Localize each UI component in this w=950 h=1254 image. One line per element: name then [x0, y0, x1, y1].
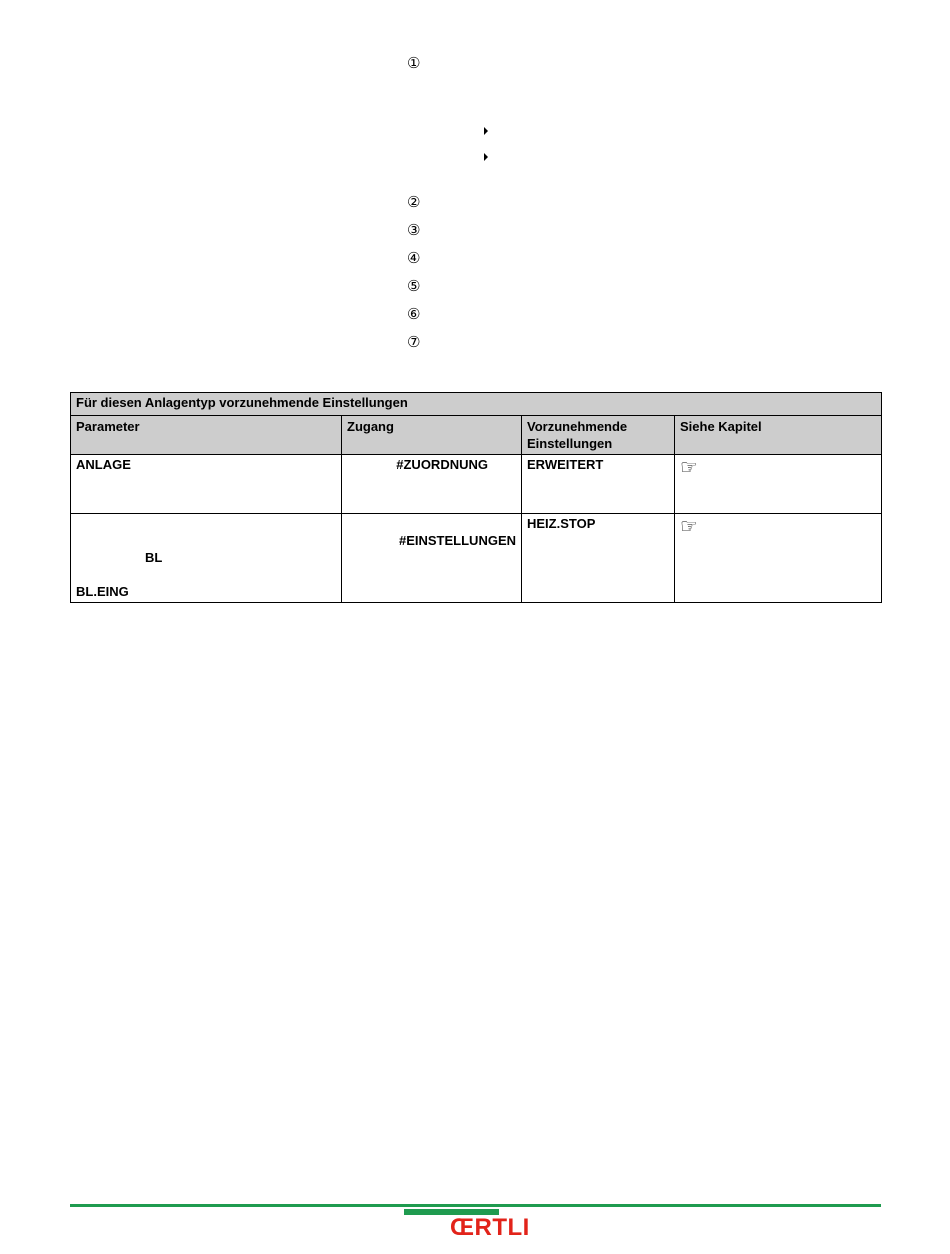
kapitel-cell — [675, 514, 882, 603]
oertli-logo: ŒRTLI — [450, 1214, 530, 1241]
einstellung-cell: ERWEITERT — [522, 455, 675, 514]
footer-divider — [70, 1204, 881, 1207]
marker-6: ⑥ — [407, 305, 421, 323]
bullet-arrow-icon — [484, 153, 488, 161]
header-zugang: Zugang — [342, 416, 522, 455]
header-einstellungen: Vorzunehmende Einstellungen — [522, 416, 675, 455]
parameter-cell — [71, 455, 342, 514]
zugang-value: #EINSTELLUNGEN — [398, 533, 516, 548]
parameter-value: BL — [145, 550, 163, 565]
marker-5: ⑤ — [407, 277, 421, 295]
parameter-cell — [71, 514, 342, 603]
kapitel-cell — [675, 455, 882, 514]
pointing-hand-icon: ☞ — [680, 514, 698, 538]
marker-3: ③ — [407, 221, 421, 239]
parameter-value: BL.EING — [76, 584, 129, 599]
parameter-value: ANLAGE — [76, 457, 131, 472]
table-row — [71, 455, 882, 514]
header-parameter: Parameter — [71, 416, 342, 455]
bullet-arrow-icon — [484, 127, 488, 135]
table-title: Für diesen Anlagentyp vorzunehmende Einstellungen — [71, 393, 882, 416]
pointing-hand-icon: ☞ — [680, 455, 698, 479]
marker-7: ⑦ — [407, 333, 421, 351]
einstellung-cell: HEIZ.STOP — [522, 514, 675, 603]
settings-table — [70, 392, 882, 603]
header-kapitel: Siehe Kapitel — [675, 416, 882, 455]
marker-2: ② — [407, 193, 421, 211]
marker-4: ④ — [407, 249, 421, 267]
zugang-cell — [342, 455, 522, 514]
table-row — [71, 514, 882, 603]
zugang-cell — [342, 514, 522, 603]
marker-1: ① — [407, 54, 421, 72]
zugang-value: #ZUORDNUNG — [396, 457, 488, 472]
